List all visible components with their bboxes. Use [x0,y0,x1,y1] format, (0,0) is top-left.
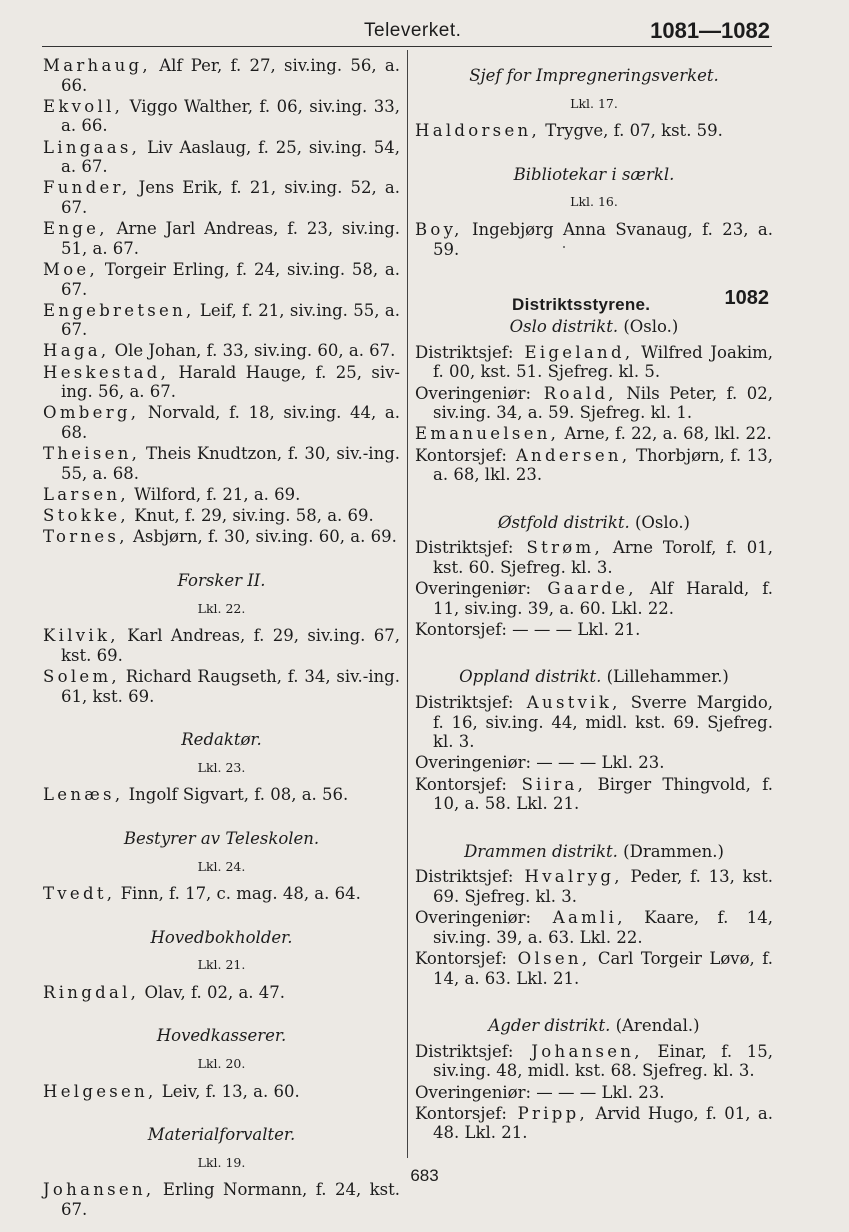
list-item [43,341,400,361]
person-details: — — — Lkl. 21. [506,619,641,639]
person-details: — — — Lkl. 23. [531,1082,665,1102]
person-surname: Enge, [43,219,108,239]
role-label: Overingeniør: [415,753,532,773]
pay-class: Lkl. 21. [197,957,246,973]
researcher-list [43,626,400,706]
person-details: Alf Harald, f. 11, siv.ing. 39, a. 60. Lkl. 22. [433,579,773,618]
list-item [415,1104,773,1143]
district-heading [415,667,773,687]
pay-class: Lkl. 23. [197,759,246,775]
person-surname: Emanuelsen, [415,424,560,444]
section-heading: Redaktør. [181,730,262,750]
person-surname: Andersen, [506,445,631,465]
person-details: Theis Knudtzon, f. 30, siv.-ing. 55, a. 68. [61,444,400,483]
list-item [415,1042,773,1081]
person-details: Jens Erik, f. 21, siv.ing. 52, a. 67. [61,178,400,217]
person-details: Asbjørn, f. 30, siv.ing. 60, a. 69. [127,527,397,547]
district-name: Agder distrikt. [488,1016,611,1036]
district-place: (Oslo.) [629,512,690,532]
district-name: Østfold distrikt. [497,512,630,532]
role-label: Kontorsjef: [415,445,507,465]
list-item [415,343,773,382]
district-place: (Lillehammer.) [601,667,729,687]
person-details: Arne Torolf, f. 01, kst. 60. Sjefreg. kl. 3. [433,538,773,577]
pay-class: Lkl. 19. [197,1154,246,1170]
person-details: Wilfred Joakim, f. 00, kst. 51. Sjefreg. kl. 5. [433,342,773,382]
person-surname: Hvalryg, [513,867,623,887]
role-label: Kontorsjef: [415,619,507,639]
person-details: — — — Lkl. 23. [531,753,665,773]
person-details: Carl Torgeir Løvø, f. 14, a. 63. Lkl. 21. [433,948,773,988]
person-details: Einar, f. 15, siv.ing. 48, midl. kst. 68. Sjefreg. kl. 3. [433,1041,773,1081]
district-place: (Drammen.) [617,841,724,861]
person-surname: Theisen, [43,444,141,464]
districts-title: Distriktsstyrene. [512,295,651,315]
person-details: Thorbjørn, f. 13, a. 68, lkl. 23. [433,445,773,485]
role-label: Overingeniør: [415,1082,532,1102]
role-label: Kontorsjef: [415,948,507,968]
person-details: Leif, f. 21, siv.ing. 55, a. 67. [61,300,400,340]
person-details: Sverre Margido, f. 16, siv.ing. 44, midl. kst. 69. Sjefreg. kl. 3. [433,693,773,752]
person-surname: Moe, [43,259,99,279]
role-label: Overingeniør: [415,908,532,928]
person-surname: Heskestad, [43,362,170,382]
role-label: Distriktsjef: [415,1041,514,1061]
section-heading: Sjef for Impregneringsverket. [469,66,719,85]
person-details: Viggo Walther, f. 06, siv.ing. 33, a. 66. [61,96,400,136]
list-item [415,424,773,444]
pay-class: Lkl. 16. [570,194,618,210]
left-column [43,56,400,1221]
column-numbers: 1081—1082 [650,18,770,43]
list-item [415,775,773,814]
list-item [415,949,773,988]
person-surname: Kilvik, [43,626,119,646]
person-surname: Gaarde, [531,579,637,599]
district-heading [415,317,773,337]
person-surname: Solem, [43,666,120,686]
list-item [43,506,400,526]
list-item [43,219,400,258]
person-details: Peder, f. 13, kst. 69. Sjefreg. kl. 3. [433,867,773,906]
section-heading: Bestyrer av Teleskolen. [123,828,320,848]
person-details: Norvald, f. 18, siv.ing. 44, a. 68. [61,403,400,443]
section-heading: Bibliotekar i særkl. [513,164,675,184]
person-surname: Stokke, [43,506,129,526]
person-details: Karl Andreas, f. 29, siv.ing. 67, kst. 69. [61,626,400,665]
person-surname: Austvik, [513,693,621,713]
page-number: 683 [410,1166,439,1185]
person-surname: Aamli, [531,908,626,928]
list-item: Ringdal, Olav, f. 02, a. 47. [43,982,286,1002]
person-details: Torgeir Erling, f. 24, siv.ing. 58, a. 67. [61,259,400,299]
list-item [415,693,773,752]
list-item [415,908,773,947]
pay-class: Lkl. 24. [197,858,246,874]
person-details: Birger Thingvold, f. 10, a. 58. Lkl. 21. [433,774,773,814]
person-surname: Marhaug, [43,56,151,75]
role-label: Overingeniør: [415,383,532,403]
list-item [43,444,400,483]
section-heading: Forsker II. [177,570,266,590]
list-item [415,384,773,423]
role-label: Overingeniør: [415,579,532,599]
list-item [43,178,400,217]
person-details: Arne Jarl Andreas, f. 23, siv.ing. 51, a. 67. [61,219,400,258]
list-item: Helgesen, Leiv, f. 13, a. 60. [43,1081,300,1101]
district-name: Oslo distrikt. [509,317,619,337]
person-details: Arne, f. 22, a. 68, lkl. 22. [559,424,772,444]
list-item [415,1083,773,1103]
list-item: Tvedt, Finn, f. 17, c. mag. 48, a. 64. [43,884,361,904]
person-details: Alf Per, f. 27, siv.ing. 56, a. 66. [61,56,400,95]
right-column [415,56,773,1144]
person-surname: Haga, [43,341,110,361]
person-surname: Engebretsen, [43,300,195,320]
list-item [43,626,400,665]
list-item: Johansen, Erling Normann, f. 24, kst. 67. [43,1180,400,1220]
role-label: Distriktsjef: [415,693,514,713]
list-item [43,138,400,177]
district-heading [415,513,773,533]
pay-class: Lkl. 17. [570,95,618,111]
person-surname: Strøm, [513,538,603,558]
engineer-list [43,56,400,547]
list-item [43,527,400,547]
person-details: Knut, f. 29, siv.ing. 58, a. 69. [128,506,374,526]
page-header [42,18,772,47]
person-surname: Roald, [531,383,617,403]
district-heading [415,1016,773,1036]
role-label: Distriktsjef: [415,342,514,362]
list-item: Lenæs, Ingolf Sigvart, f. 08, a. 56. [43,785,349,805]
role-label: Distriktsjef: [415,538,514,558]
person-details: Liv Aaslaug, f. 25, siv.ing. 54, a. 67. [61,137,400,177]
list-item: Boy, Ingebjørg Anna Svanaug, f. 23, a. 59. [415,219,773,259]
list-item [415,446,773,485]
role-label: Kontorsjef: [415,774,507,794]
role-label: Distriktsjef: [415,867,514,887]
district-place: (Oslo.) [618,317,679,337]
list-item [415,867,773,906]
person-surname: Olsen, [506,948,591,968]
person-details: Arvid Hugo, f. 01, a. 48. Lkl. 21. [433,1103,773,1143]
district-heading [415,842,773,862]
pay-class: Lkl. 20. [197,1056,246,1072]
person-surname: Pripp, [506,1103,589,1123]
person-surname: Siira, [506,774,587,794]
list-item [43,363,400,402]
section-heading: Materialforvalter. [147,1125,296,1145]
district-place: (Arendal.) [610,1016,700,1036]
person-details: Nils Peter, f. 02, siv.ing. 34, a. 59. Sjefreg. kl. 1. [433,383,773,423]
person-details: Richard Raugseth, f. 34, siv.-ing. 61, kst. 69. [61,666,400,706]
print-speck [563,246,565,248]
column-number: 1082 [724,287,769,310]
person-details: Ole Johan, f. 33, siv.ing. 60, a. 67. [109,341,396,361]
list-item [43,97,400,136]
person-surname: Funder, [43,178,131,198]
person-surname: Johansen, [513,1041,643,1061]
district-name: Drammen distrikt. [464,841,618,861]
list-item [415,753,773,773]
list-item [43,667,400,706]
list-item [43,56,400,95]
person-surname: Larsen, [43,485,129,504]
list-item [415,579,773,618]
column-divider [407,50,408,1158]
person-details: Kaare, f. 14, siv.ing. 39, a. 63. Lkl. 22. [433,908,773,947]
running-title: Televerket. [364,20,462,41]
pay-class: Lkl. 22. [197,600,246,616]
person-surname: Lingaas, [43,137,141,157]
section-heading: Hovedbokholder. [150,927,293,947]
person-surname: Ekvoll, [43,96,124,116]
person-details: Wilford, f. 21, a. 69. [128,485,301,504]
list-item [415,538,773,577]
person-surname: Eigeland, [513,342,634,362]
section-heading: Hovedkasserer. [156,1026,287,1046]
list-item [415,620,773,640]
districts-heading [415,289,773,315]
list-item [43,485,400,505]
list-item [43,301,400,340]
district-name: Oppland distrikt. [459,667,602,687]
person-surname: Tornes, [43,527,128,547]
role-label: Kontorsjef: [415,1103,507,1123]
list-item [43,403,400,442]
person-details: Harald Hauge, f. 25, siv-ing. 56, a. 67. [61,362,400,402]
district-list [415,317,773,1143]
list-item: Haldorsen, Trygve, f. 07, kst. 59. [415,121,723,141]
person-surname: Omberg, [43,403,140,423]
list-item [43,260,400,299]
